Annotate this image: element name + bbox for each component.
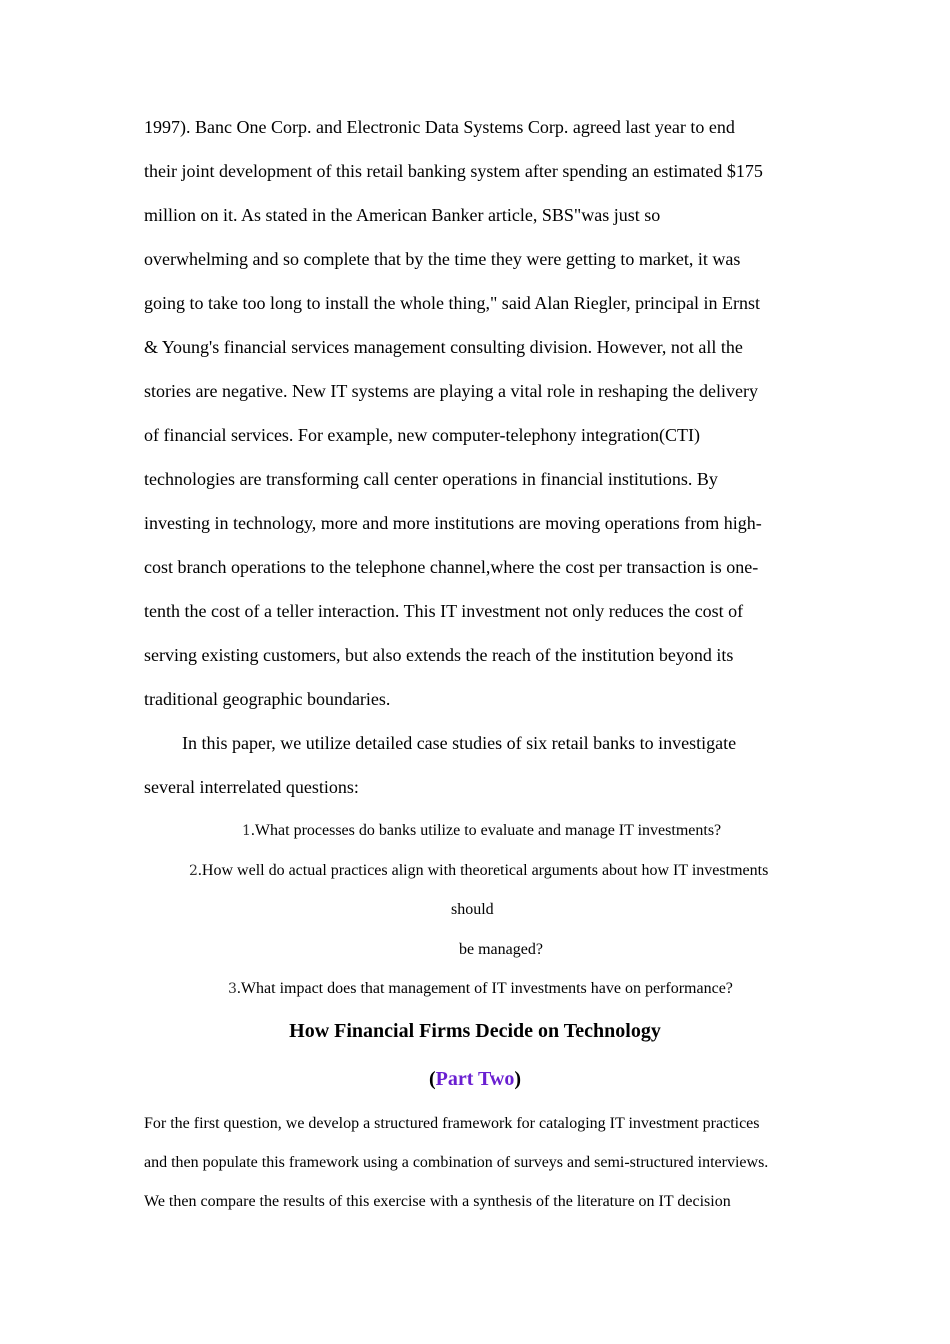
paragraph-line: traditional geographic boundaries. (144, 689, 391, 709)
paragraph-line: stories are negative. New IT systems are playing a vital role in reshaping the delivery (144, 381, 758, 401)
question-number: 3 (228, 981, 237, 997)
paragraph-line: and then populate this framework using a combination of surveys and semi-structured interviews. (144, 1154, 769, 1171)
paragraph-line: million on it. As stated in the American Banker article, SBS"was just so (144, 205, 661, 225)
paragraph-line: cost branch operations to the telephone channel,where the cost per transaction is one- (144, 557, 759, 577)
paragraph-line: investing in technology, more and more institutions are moving operations from high- (144, 513, 762, 533)
paragraph-line: We then compare the results of this exercise with a synthesis of the literature on IT decision (144, 1193, 731, 1210)
question-text: .What processes do banks utilize to evaluate and manage IT investments? (250, 822, 722, 839)
close-paren: ) (514, 1068, 522, 1090)
question-item (189, 861, 768, 881)
question-number: 1 (242, 823, 251, 839)
paragraph-line: 1997). Banc One Corp. and Electronic Data Systems Corp. agreed last year to end (144, 117, 735, 137)
question-number: 2 (189, 863, 198, 879)
question-continuation: be managed? (459, 941, 543, 958)
question-text: .What impact does that management of IT investments have on performance? (236, 980, 733, 997)
paragraph-line: In this paper, we utilize detailed case studies of six retail banks to investigate (182, 733, 737, 753)
paragraph-line: their joint development of this retail banking system after spending an estimated $175 (144, 161, 763, 181)
open-paren: ( (428, 1068, 436, 1090)
paragraph-line: going to take too long to install the whole thing," said Alan Riegler, principal in Ernst (144, 293, 761, 313)
question-item (228, 979, 733, 999)
paragraph-line: technologies are transforming call center operations in financial institutions. By (144, 469, 718, 489)
paragraph-line: & Young's financial services management consulting division. However, not all the (144, 337, 743, 357)
paragraph-line: several interrelated questions: (144, 777, 359, 797)
paragraph-line: For the first question, we develop a structured framework for cataloging IT investment practices (144, 1115, 760, 1132)
question-item (242, 821, 721, 841)
section-subheading (0, 1067, 950, 1091)
paragraph-line: overwhelming and so complete that by the time they were getting to market, it was (144, 249, 741, 269)
part-two-link[interactable]: Part Two (435, 1068, 515, 1090)
section-heading: How Financial Firms Decide on Technology (289, 1020, 661, 1042)
question-continuation: should (451, 901, 494, 918)
paragraph-line: serving existing customers, but also extends the reach of the institution beyond its (144, 645, 734, 665)
paragraph-line: of financial services. For example, new computer-telephony integration(CTI) (144, 425, 700, 445)
question-text: .How well do actual practices align with theoretical arguments about how IT investments (197, 862, 769, 879)
paragraph-line: tenth the cost of a teller interaction. This IT investment not only reduces the cost of (144, 601, 744, 621)
